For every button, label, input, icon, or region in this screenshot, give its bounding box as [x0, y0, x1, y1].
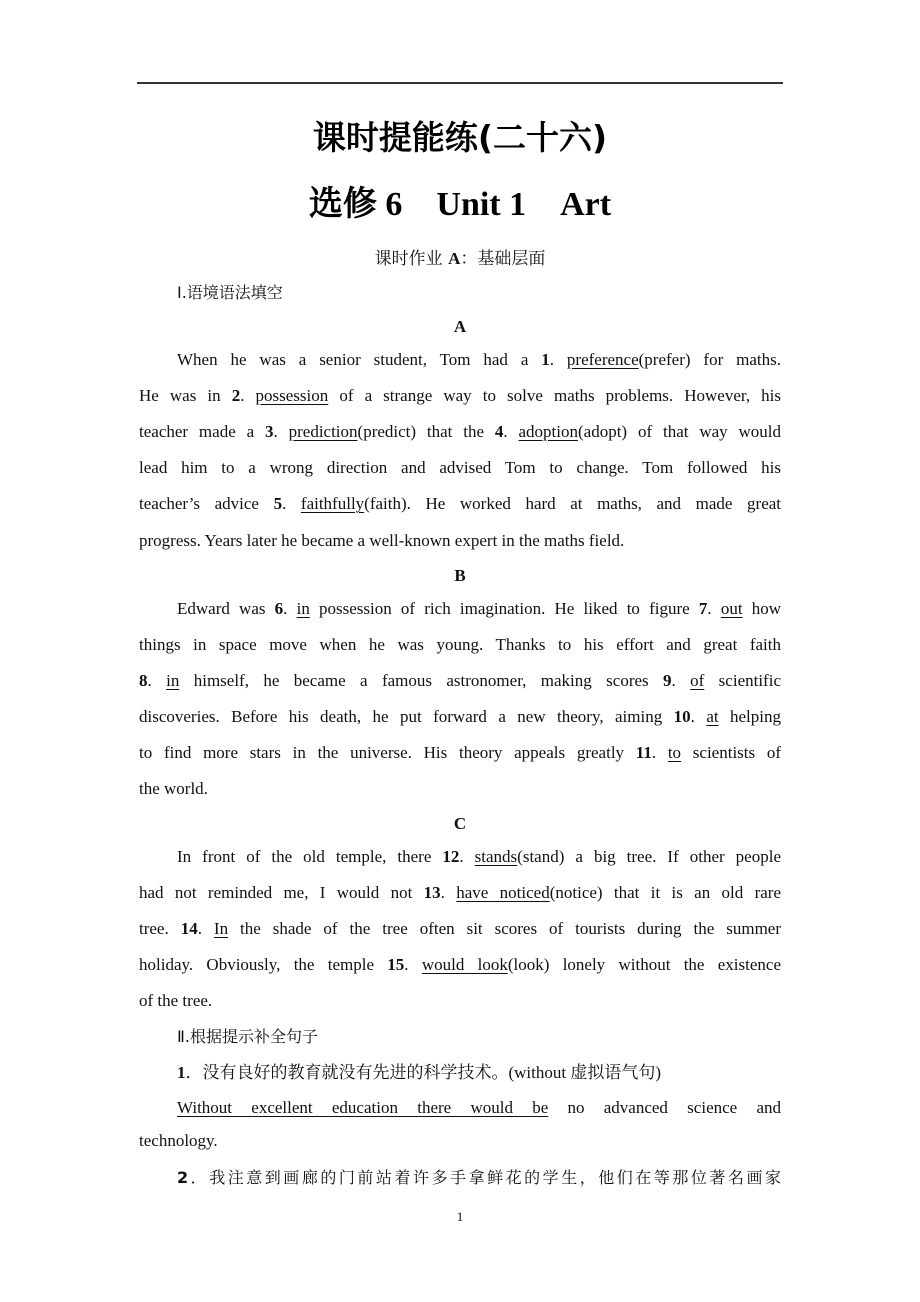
unit-title: 选修 6 Unit 1 Art [308, 186, 612, 223]
text-segment: . [503, 422, 519, 441]
text-segment: ．没有良好的教育就没有先进的科学技术。(without 虚拟语气句) [185, 1063, 662, 1082]
text-segment: . [549, 350, 567, 369]
text-segment: possession of rich imagination. He liked to figure [309, 599, 699, 618]
passage-c-line [139, 983, 781, 1019]
text-segment: (notice) that it is an old rare [549, 883, 781, 902]
text-segment: scientific [704, 671, 781, 690]
text-segment: (stand) a big tree. If other people [517, 847, 781, 866]
text-segment: tree. [139, 919, 181, 938]
passage-b-line [139, 627, 781, 663]
item-number: 14 [180, 919, 198, 938]
text-segment: progress. Years later he became a well-known expert in the maths field. [139, 531, 625, 550]
passage-a-line [177, 342, 781, 378]
passage-c-line [139, 875, 781, 911]
assignment-label [0, 244, 920, 269]
passage-a-heading [139, 309, 781, 345]
passage-a-line [139, 378, 781, 414]
text-segment: Ⅰ.语境语法填空 [177, 283, 283, 302]
answer-blank: in [166, 671, 180, 690]
text-segment: (predict) that the [357, 422, 495, 441]
item-number: 10 [673, 707, 691, 726]
text-segment: . [459, 847, 475, 866]
item-number: 1 [177, 1063, 186, 1082]
text-segment: In front of the old temple, there [177, 847, 443, 866]
question-2 [177, 1160, 781, 1196]
text-segment: himself, he became a famous astronomer, making scores [179, 671, 664, 690]
passage-b-line [139, 735, 781, 771]
passage-b-line [139, 663, 781, 699]
answer-blank: In [213, 919, 229, 938]
item-number: 12 [442, 847, 460, 866]
answer-blank: preference [566, 350, 639, 369]
text-segment: no advanced science and [548, 1098, 781, 1117]
text-segment: lead him to a wrong direction and advised Tom to change. Tom followed his [139, 458, 781, 477]
passage-b-line [177, 591, 781, 627]
item-number: 8 [139, 671, 148, 690]
text-segment: When he was a senior student, Tom had a [177, 350, 542, 369]
text-segment: (prefer) for maths. [638, 350, 782, 369]
item-number: 9 [663, 671, 672, 690]
passage-b-line [139, 699, 781, 735]
item-number: 15 [387, 955, 405, 974]
answer-blank: at [706, 707, 719, 726]
answer-blank: possession [255, 386, 329, 405]
text-segment: (look) lonely without the existence [507, 955, 781, 974]
text-segment: Edward was [177, 599, 275, 618]
text-segment: . [651, 743, 668, 762]
text-segment: C [453, 814, 467, 833]
text-segment: . [404, 955, 422, 974]
passage-c-line [139, 947, 781, 983]
assignment-prefix: 课时作业 [374, 249, 449, 269]
text-segment: B [454, 566, 466, 585]
text-segment: ．我注意到画廊的门前站着许多手拿鲜花的学生，他们在等那位著名画家 [188, 1168, 781, 1187]
text-segment: of a strange way to solve maths problems. However, his [328, 386, 782, 405]
answer-blank: to [667, 743, 682, 762]
passage-a-line [139, 414, 781, 450]
text-segment: He was in [139, 386, 232, 405]
text-segment: . [197, 919, 214, 938]
item-number: 1 [541, 350, 550, 369]
text-segment: scientists of [681, 743, 782, 762]
page-title: 课时提能练(二十六) [312, 118, 608, 157]
text-segment: . [273, 422, 289, 441]
passage-a-line [139, 450, 781, 486]
text-segment: had not reminded me, I would not [139, 883, 424, 902]
item-number: 6 [274, 599, 284, 618]
text-segment: discoveries. Before his death, he put forward a new theory, aiming [139, 707, 674, 726]
answer-blank: adoption [518, 422, 578, 441]
assignment-suffix: ：基础层面 [460, 249, 546, 269]
text-segment: . [690, 707, 707, 726]
item-number: 4 [494, 422, 504, 441]
question-1 [177, 1055, 781, 1091]
text-segment: . [283, 599, 297, 618]
text-segment: helping [718, 707, 781, 726]
text-segment: (faith). He worked hard at maths, and made great [364, 494, 782, 513]
text-segment: A [453, 317, 467, 336]
text-segment: . [147, 671, 167, 690]
passage-a-line [139, 486, 781, 522]
item-number: 2 [231, 386, 241, 405]
answer-blank: in [296, 599, 310, 618]
text-segment: the world. [139, 779, 208, 798]
passage-b-line [139, 771, 781, 807]
answer-blank: prediction [288, 422, 358, 441]
answer-blank: of [690, 671, 705, 690]
answer-1-line [139, 1123, 781, 1159]
text-segment: (adopt) of that way would [578, 422, 781, 441]
text-segment: of the tree. [139, 991, 213, 1010]
answer-blank: out [720, 599, 743, 618]
text-segment: the shade of the tree often sit scores of tourists during the summer [228, 919, 782, 938]
header-rule [137, 82, 783, 84]
passage-c-line [177, 839, 781, 875]
assignment-level: A [448, 249, 461, 268]
section-1-heading [177, 275, 781, 311]
text-segment: . [282, 494, 301, 513]
text-segment: how [742, 599, 782, 618]
item-number: 11 [635, 743, 652, 762]
text-segment: technology. [139, 1131, 218, 1150]
text-segment: Ⅱ.根据提示补全句子 [177, 1027, 318, 1046]
answer-blank: Without excellent education there would be [177, 1098, 549, 1117]
text-segment: holiday. Obviously, the temple [139, 955, 388, 974]
text-segment: to find more stars in the universe. His theory appeals greatly [139, 743, 636, 762]
passage-c-line [139, 911, 781, 947]
answer-blank: faithfully [300, 494, 365, 513]
text-segment: teacher’s advice [139, 494, 274, 513]
answer-blank: have noticed [456, 883, 550, 902]
text-segment: things in space move when he was young. Thanks to his effort and great faith [139, 635, 781, 654]
item-number: 7 [698, 599, 708, 618]
item-number: 2 [177, 1168, 189, 1187]
answer-blank: stands [474, 847, 518, 866]
passage-c-heading [139, 806, 781, 842]
page-number: 1 [456, 1209, 464, 1224]
passage-b-heading [139, 558, 781, 594]
passage-a-line [139, 523, 781, 559]
text-segment: . [707, 599, 721, 618]
answer-blank: would look [421, 955, 508, 974]
item-number: 3 [265, 422, 274, 441]
item-number: 5 [273, 494, 283, 513]
text-segment: . [671, 671, 691, 690]
text-segment: . [440, 883, 457, 902]
section-2-heading [177, 1019, 781, 1055]
text-segment: . [240, 386, 256, 405]
answer-1-line [177, 1090, 781, 1126]
item-number: 13 [423, 883, 441, 902]
text-segment: teacher made a [139, 422, 265, 441]
